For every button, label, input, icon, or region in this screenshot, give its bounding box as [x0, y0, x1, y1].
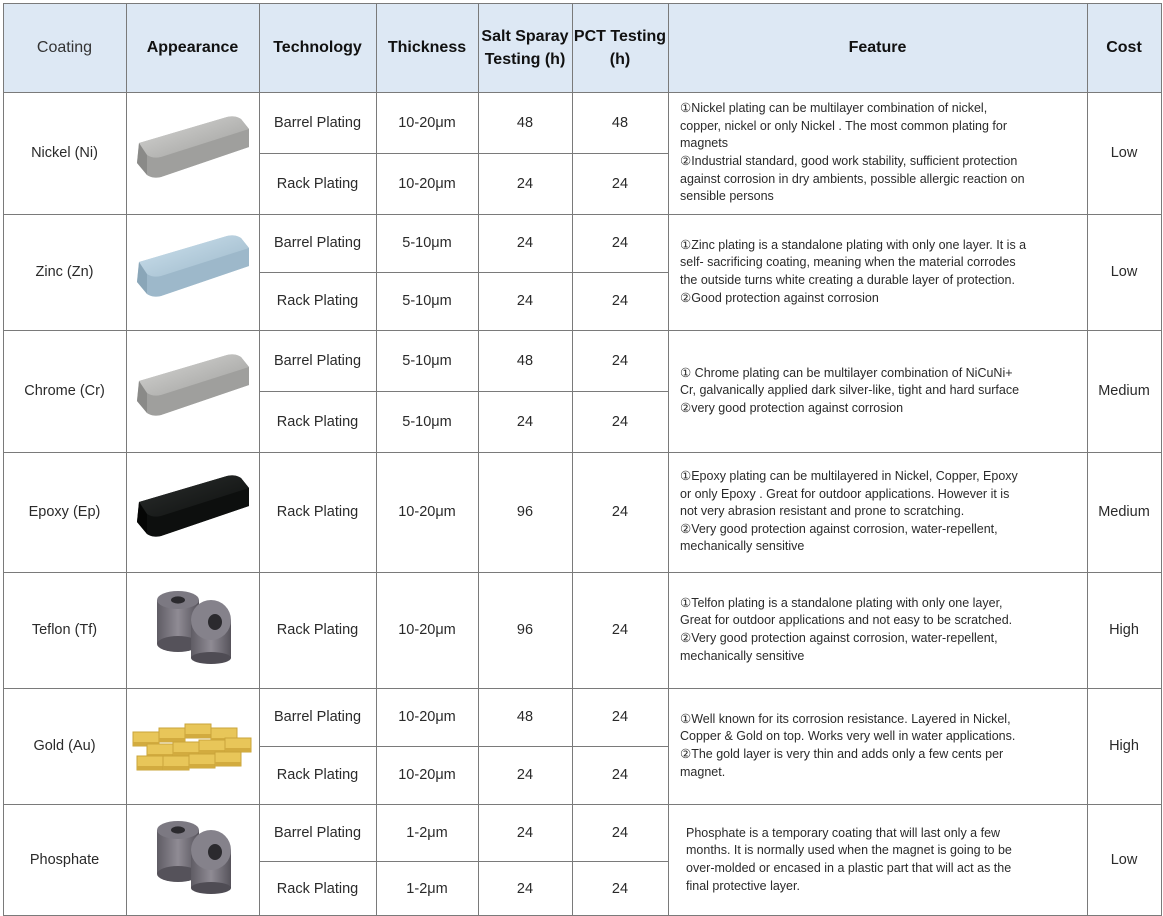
- technology-cell: [259, 572, 376, 688]
- coating-name: Phosphate: [29, 852, 100, 868]
- technology-value: Barrel Plating: [273, 114, 362, 131]
- coating-cell: [3, 688, 126, 804]
- pct-cell: [572, 688, 668, 746]
- technology-cell: [259, 330, 376, 391]
- coating-name: Epoxy (Ep): [28, 504, 101, 520]
- feature-cell: [668, 688, 1087, 804]
- thickness-cell: [376, 330, 478, 391]
- thickness-value: 5-10μm: [402, 235, 452, 251]
- grid-line: [3, 3, 1162, 4]
- grid-line: [3, 214, 1162, 215]
- feature-line: copper, nickel or only Nickel . The most common plating for: [680, 118, 1007, 133]
- gold-block-magnets-image: [131, 698, 255, 795]
- thickness-value: 5-10μm: [402, 293, 452, 309]
- thickness-value: 5-10μm: [402, 352, 452, 369]
- cost-cell: [1087, 804, 1161, 916]
- pct-value: 24: [611, 235, 629, 251]
- feature-text: [680, 237, 1026, 307]
- pct-value: 24: [611, 709, 629, 725]
- feature-line: mechanically sensitive: [680, 648, 805, 663]
- feature-text: [680, 365, 1019, 418]
- thickness-cell: [376, 153, 478, 214]
- pct-value: 24: [611, 293, 629, 309]
- appearance-cell: [126, 804, 259, 916]
- appearance-cell: [126, 452, 259, 572]
- grid-line: [259, 3, 260, 916]
- salt-spray-cell: [478, 572, 572, 688]
- header-thickness-label: Thickness: [387, 39, 467, 56]
- thickness-cell: [376, 688, 478, 746]
- salt-spray-value: 24: [516, 824, 534, 841]
- feature-line: ①Zinc plating is a standalone plating with only one layer. It is a: [680, 237, 1027, 252]
- grid-line: [1161, 3, 1162, 916]
- pct-value: 24: [611, 504, 629, 520]
- coating-name: Teflon (Tf): [31, 622, 98, 638]
- pct-cell: [572, 804, 668, 861]
- thickness-cell: [376, 92, 478, 153]
- grid-line: [572, 3, 573, 916]
- grid-line: [126, 3, 127, 916]
- coating-cell: [3, 214, 126, 330]
- silver-block-magnet-image: [131, 343, 255, 440]
- thickness-value: 10-20μm: [398, 504, 456, 520]
- thickness-value: 10-20μm: [398, 622, 456, 638]
- pct-cell: [572, 153, 668, 214]
- salt-spray-value: 96: [516, 622, 534, 638]
- salt-spray-value: 24: [516, 293, 534, 309]
- salt-spray-value: 24: [516, 413, 534, 430]
- cost-cell: [1087, 688, 1161, 804]
- header-coating-label: Coating: [36, 39, 93, 56]
- feature-line: ①Epoxy plating can be multilayered in Nickel, Copper, Epoxy: [680, 469, 1018, 484]
- cost-value: Low: [1110, 145, 1138, 161]
- salt-spray-cell: [478, 746, 572, 804]
- technology-cell: [259, 746, 376, 804]
- pct-cell: [572, 272, 668, 330]
- feature-line: ②Very good protection against corrosion, water-repellent,: [680, 521, 998, 536]
- cost-cell: [1087, 452, 1161, 572]
- technology-cell: [259, 452, 376, 572]
- technology-value: Barrel Plating: [273, 352, 362, 369]
- appearance-cell: [126, 688, 259, 804]
- cost-value: High: [1109, 622, 1139, 638]
- coating-cell: [3, 330, 126, 452]
- cost-cell: [1087, 330, 1161, 452]
- technology-cell: [259, 153, 376, 214]
- thickness-cell: [376, 746, 478, 804]
- thickness-value: 1-2μm: [406, 880, 448, 897]
- feature-line: sensible persons: [680, 189, 774, 204]
- pct-value: 24: [611, 824, 629, 841]
- technology-value: Rack Plating: [276, 293, 359, 309]
- coating-name: Gold (Au): [33, 738, 96, 754]
- technology-value: Rack Plating: [276, 413, 359, 430]
- appearance-cell: [126, 92, 259, 214]
- salt-spray-cell: [478, 804, 572, 861]
- feature-line: against corrosion in dry ambients, possible allergic reaction on: [680, 171, 1025, 186]
- feature-cell: [668, 214, 1087, 330]
- salt-spray-cell: [478, 391, 572, 452]
- feature-line: ①Telfon plating is a standalone plating with only one layer,: [680, 595, 1003, 610]
- technology-cell: [259, 391, 376, 452]
- feature-text: [680, 595, 1012, 665]
- coating-cell: [3, 572, 126, 688]
- feature-cell: [668, 92, 1087, 214]
- technology-cell: [259, 272, 376, 330]
- pct-value: 48: [611, 114, 629, 131]
- grid-line: [259, 391, 669, 392]
- feature-line: Copper & Gold on top. Works very well in water applications.: [680, 729, 1016, 744]
- technology-value: Barrel Plating: [273, 824, 362, 841]
- silver-block-magnet-image: [131, 105, 255, 202]
- thickness-cell: [376, 452, 478, 572]
- grid-line: [3, 3, 4, 916]
- salt-spray-value: 96: [516, 504, 534, 520]
- technology-value: Rack Plating: [276, 767, 359, 783]
- header-cost-label: Cost: [1106, 39, 1142, 56]
- thickness-value: 1-2μm: [406, 824, 448, 841]
- feature-line: final protective layer.: [686, 878, 800, 893]
- cost-value: Medium: [1098, 504, 1150, 520]
- grid-line: [3, 804, 1162, 805]
- feature-line: self- sacrificing coating, meaning when the material corrodes: [680, 255, 1016, 270]
- pct-cell: [572, 214, 668, 272]
- thickness-cell: [376, 214, 478, 272]
- header-appearance: [126, 3, 259, 92]
- feature-text: [680, 711, 1015, 781]
- feature-cell: [668, 452, 1087, 572]
- thickness-value: 5-10μm: [402, 413, 452, 430]
- salt-spray-value: 24: [516, 235, 534, 251]
- salt-spray-value: 24: [516, 175, 534, 192]
- cost-value: Low: [1110, 264, 1138, 280]
- pct-value: 24: [611, 622, 629, 638]
- feature-text: [680, 468, 1018, 556]
- technology-cell: [259, 92, 376, 153]
- salt-spray-value: 24: [516, 767, 534, 783]
- feature-line: ②Good protection against corrosion: [680, 290, 879, 305]
- grid-line: [3, 92, 1162, 93]
- pct-cell: [572, 330, 668, 391]
- appearance-cell: [126, 572, 259, 688]
- grid-line: [3, 452, 1162, 453]
- pct-value: 24: [611, 767, 629, 783]
- pct-cell: [572, 452, 668, 572]
- coating-name: Zinc (Zn): [35, 264, 94, 280]
- cost-value: Low: [1110, 852, 1138, 868]
- salt-spray-cell: [478, 214, 572, 272]
- technology-value: Rack Plating: [276, 504, 359, 520]
- technology-value: Rack Plating: [276, 175, 359, 192]
- grid-line: [3, 688, 1162, 689]
- technology-cell: [259, 861, 376, 916]
- thickness-value: 10-20μm: [398, 175, 456, 192]
- grid-line: [259, 861, 669, 862]
- feature-cell: [668, 330, 1087, 452]
- technology-cell: [259, 804, 376, 861]
- thickness-cell: [376, 861, 478, 916]
- feature-line: ②very good protection against corrosion: [680, 400, 904, 415]
- header-appearance-label: Appearance: [146, 39, 239, 56]
- pct-cell: [572, 92, 668, 153]
- pct-cell: [572, 391, 668, 452]
- cost-cell: [1087, 92, 1161, 214]
- salt-spray-cell: [478, 452, 572, 572]
- grey-ring-magnets-image: [131, 582, 255, 679]
- feature-line: ①Nickel plating can be multilayer combination of nickel,: [680, 101, 988, 116]
- grid-line: [1087, 3, 1088, 916]
- pct-value: 24: [611, 352, 629, 369]
- feature-line: ②The gold layer is very thin and adds only a few cents per: [680, 747, 1004, 761]
- salt-spray-value: 48: [516, 352, 534, 369]
- feature-cell: [668, 572, 1087, 688]
- feature-line: magnet.: [680, 764, 726, 779]
- grid-line: [259, 272, 669, 273]
- grid-line: [668, 3, 669, 916]
- header-pct: [572, 3, 668, 92]
- header-cost: [1087, 3, 1161, 92]
- thickness-cell: [376, 804, 478, 861]
- technology-cell: [259, 214, 376, 272]
- technology-value: Barrel Plating: [273, 235, 362, 251]
- technology-value: Rack Plating: [276, 622, 359, 638]
- feature-line: Great for outdoor applications and not easy to be scratched.: [680, 613, 1013, 628]
- salt-spray-cell: [478, 688, 572, 746]
- header-technology-label: Technology: [273, 39, 362, 56]
- grid-line: [3, 330, 1162, 331]
- thickness-value: 10-20μm: [398, 767, 456, 783]
- appearance-cell: [126, 214, 259, 330]
- cost-cell: [1087, 214, 1161, 330]
- feature-line: not very abrasion resistant and prone to scratching.: [680, 504, 965, 519]
- feature-text: [680, 100, 1025, 206]
- feature-line: mechanically sensitive: [680, 539, 805, 554]
- technology-cell: [259, 688, 376, 746]
- coating-cell: [3, 452, 126, 572]
- coating-name: Nickel (Ni): [31, 145, 98, 161]
- salt-spray-cell: [478, 153, 572, 214]
- feature-line: ②Industrial standard, good work stability, sufficient protection: [680, 154, 1018, 168]
- technology-value: Rack Plating: [276, 880, 359, 897]
- appearance-cell: [126, 330, 259, 452]
- feature-line: over-molded or encased in a plastic part that will act as the: [686, 861, 1012, 875]
- header-coating: [3, 3, 126, 92]
- feature-line: ②Very good protection against corrosion, water-repellent,: [680, 631, 998, 645]
- feature-line: Cr, galvanically applied dark silver-like, tight and hard surface: [680, 383, 1020, 398]
- grid-line: [259, 153, 669, 154]
- thickness-cell: [376, 272, 478, 330]
- pct-cell: [572, 572, 668, 688]
- salt-spray-value: 24: [516, 880, 534, 897]
- salt-spray-cell: [478, 861, 572, 916]
- header-feature: [668, 3, 1087, 92]
- grid-line: [259, 746, 669, 747]
- salt-spray-cell: [478, 330, 572, 391]
- grid-line: [478, 3, 479, 916]
- feature-line: months. It is normally used when the magnet is going to be: [686, 843, 1012, 858]
- cost-value: High: [1109, 738, 1139, 754]
- thickness-value: 10-20μm: [398, 709, 456, 725]
- feature-line: ① Chrome plating can be multilayer combination of NiCuNi+: [680, 365, 1013, 380]
- salt-spray-value: 48: [516, 709, 534, 725]
- feature-text: [686, 825, 1012, 895]
- thickness-value: 10-20μm: [398, 114, 456, 131]
- coating-cell: [3, 92, 126, 214]
- feature-line: or only Epoxy . Great for outdoor applications. However it is: [680, 486, 1010, 501]
- cost-value: Medium: [1098, 383, 1150, 399]
- coating-name: Chrome (Cr): [24, 383, 105, 399]
- cost-cell: [1087, 572, 1161, 688]
- thickness-cell: [376, 391, 478, 452]
- pct-value: 24: [611, 880, 629, 897]
- blue-silver-block-magnet-image: [131, 224, 255, 321]
- feature-cell: [668, 804, 1087, 916]
- pct-cell: [572, 746, 668, 804]
- header-technology: [259, 3, 376, 92]
- header-feature-label: Feature: [848, 39, 907, 56]
- grid-line: [3, 572, 1162, 573]
- thickness-cell: [376, 572, 478, 688]
- header-salt: [478, 3, 572, 92]
- grid-line: [376, 3, 377, 916]
- feature-line: Phosphate is a temporary coating that will last only a few: [686, 825, 1001, 840]
- header-thickness: [376, 3, 478, 92]
- pct-cell: [572, 861, 668, 916]
- pct-value: 24: [611, 413, 629, 430]
- salt-spray-cell: [478, 272, 572, 330]
- salt-spray-cell: [478, 92, 572, 153]
- feature-line: magnets: [680, 136, 728, 151]
- header-pct-label: PCT Testing (h): [573, 27, 667, 68]
- grey-ring-magnets-image: [131, 812, 255, 909]
- feature-line: the outside turns white creating a durable layer of protection.: [680, 273, 1015, 287]
- pct-value: 24: [611, 175, 629, 192]
- salt-spray-value: 48: [516, 114, 534, 131]
- coating-cell: [3, 804, 126, 916]
- feature-line: ①Well known for its corrosion resistance. Layered in Nickel,: [680, 711, 1011, 726]
- black-block-magnet-image: [131, 464, 255, 561]
- technology-value: Barrel Plating: [273, 709, 362, 725]
- header-salt-label: Salt Sparay Testing (h): [481, 27, 569, 68]
